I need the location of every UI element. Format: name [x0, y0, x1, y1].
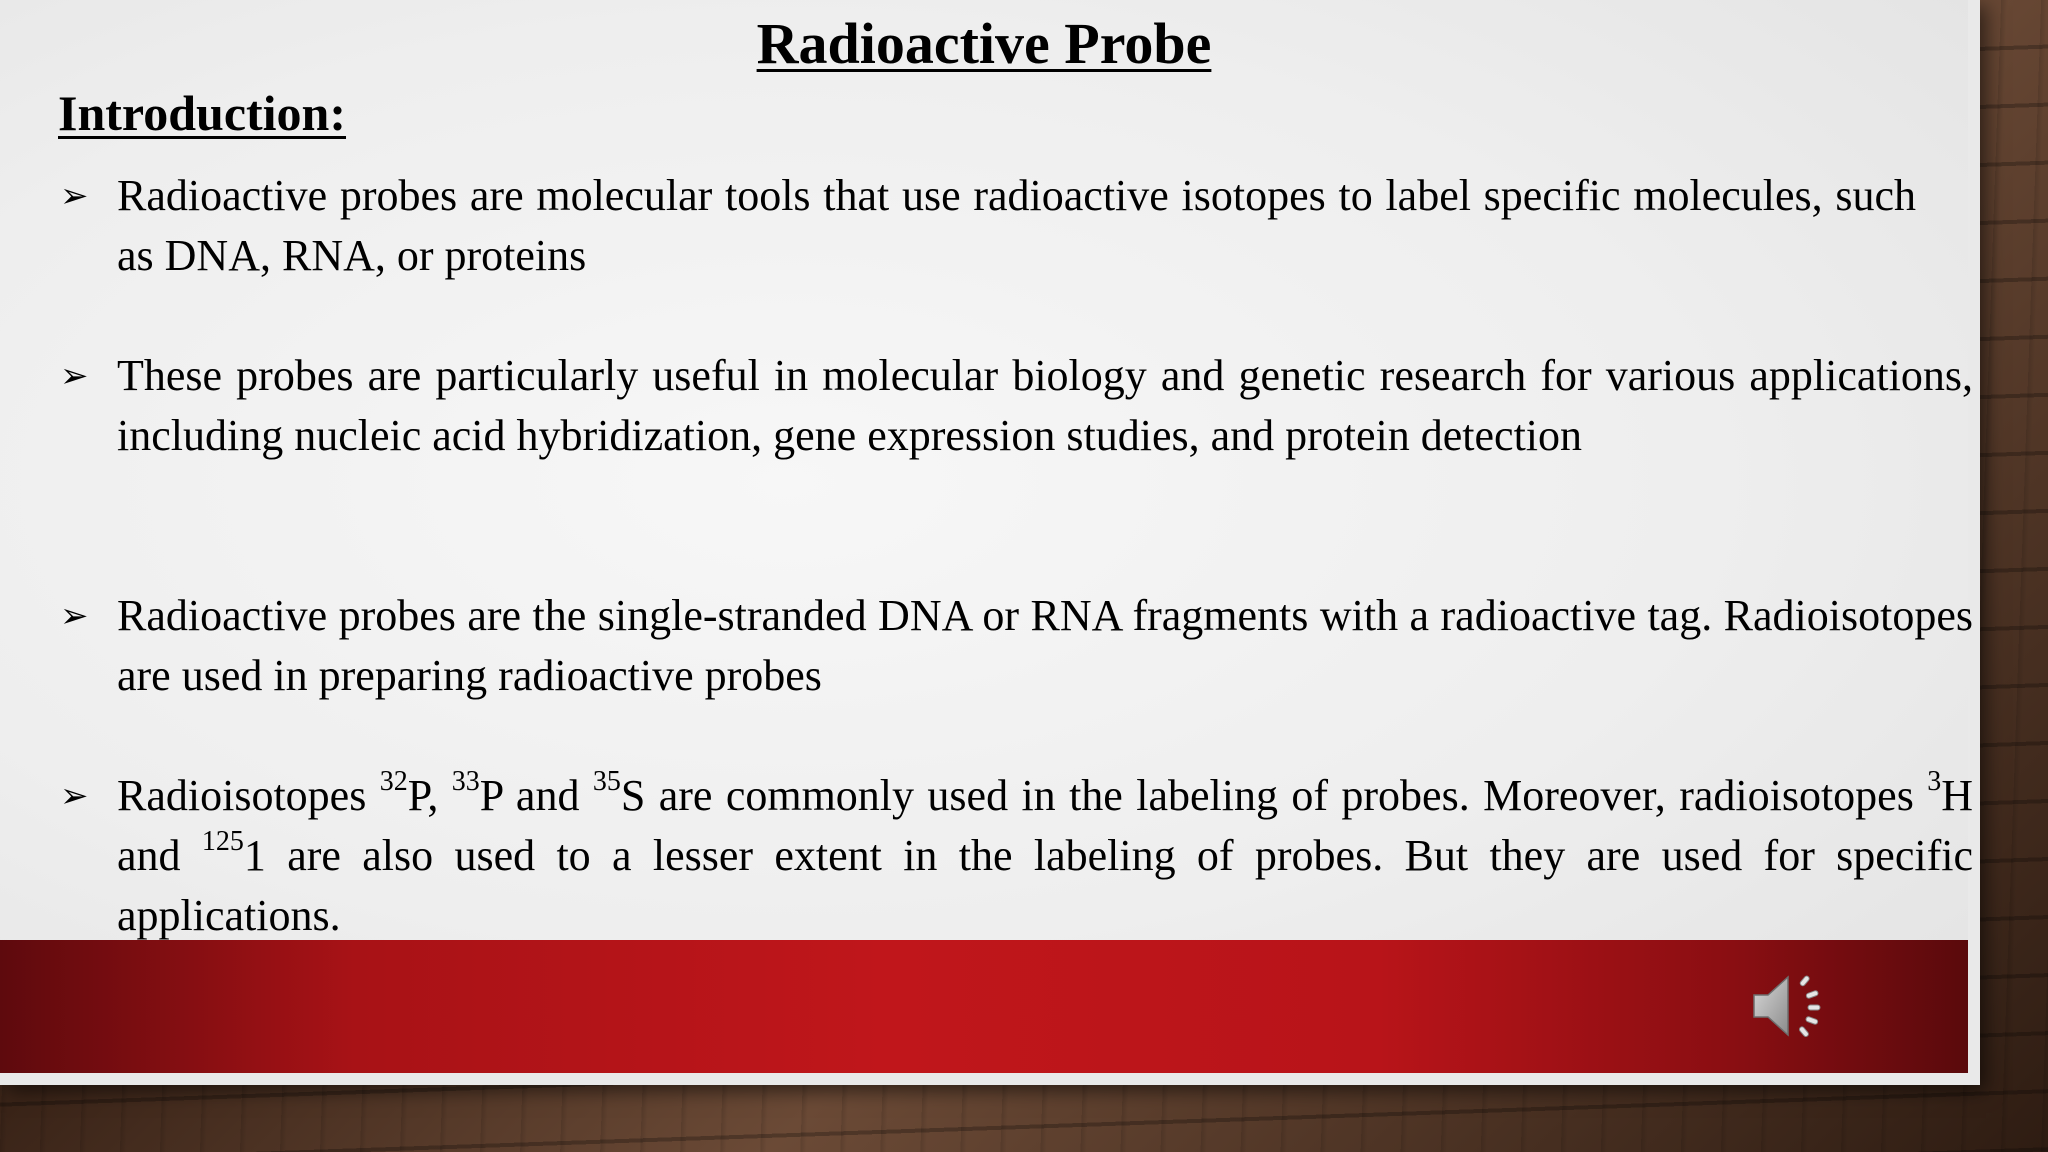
- bullet-text: Radioactive probes are molecular tools that use radioactive isotopes to label specific molecules, such as DNA, RNA, or proteins: [117, 171, 1916, 280]
- bullet-item: [60, 586, 1973, 706]
- isotope-mass-number: 125: [201, 826, 244, 858]
- bullet-text: Radioisotopes $^{32}$P, $^{33}$P and $^{35}$S are commonly used in the labeling of probes. Moreover, radioisotopes $^3$H and $^{125}$1 are also used to a lesser extent in the labeling of probes. But they are used for specific applications.: [117, 766, 1973, 940]
- bullet-list: [60, 166, 1973, 940]
- bullet-arrow-icon: ➢: [60, 596, 89, 636]
- footer-bar: [0, 940, 1968, 1073]
- bullet-text: Radioactive probes are the single-stranded DNA or RNA fragments with a radioactive tag. Radioisotopes are used in preparing radioactive probes: [117, 591, 1973, 700]
- bullet-item: [60, 166, 1916, 286]
- slide-title: Radioactive Probe: [756, 11, 1212, 76]
- isotope-mass-number: 32: [379, 766, 408, 798]
- isotope-mass-number: 33: [451, 766, 480, 798]
- bullet-arrow-icon: ➢: [60, 776, 89, 816]
- bullet-item: [60, 346, 1973, 466]
- bullet-text: These probes are particularly useful in molecular biology and genetic research for various applications, including nucleic acid hybridization, gene expression studies, and protein detection: [117, 351, 1973, 460]
- speaker-icon[interactable]: [1750, 965, 1832, 1047]
- isotope-mass-number: 35: [592, 766, 621, 798]
- bullet-item: [60, 766, 1973, 946]
- section-heading: Introduction:: [58, 85, 347, 141]
- bullet-arrow-icon: ➢: [60, 356, 89, 396]
- bullet-arrow-icon: ➢: [60, 176, 89, 216]
- isotope-mass-number: 3: [1927, 766, 1942, 798]
